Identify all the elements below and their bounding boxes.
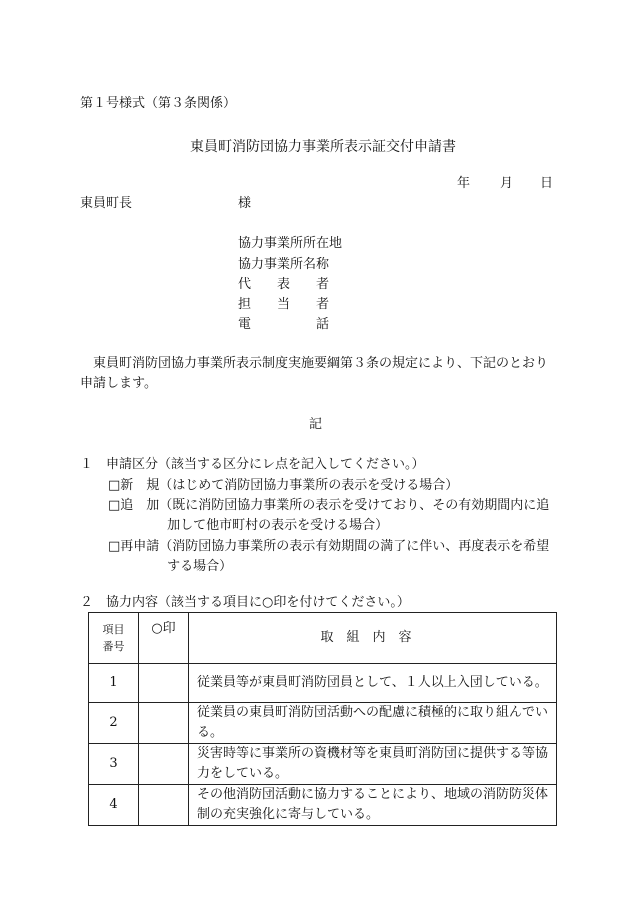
row-mark-cell[interactable]: [139, 785, 189, 826]
option-add-label: □追 加: [108, 498, 160, 513]
date-year: 年: [457, 176, 471, 191]
row-description: その他消防団活動に協力することにより、地域の消防防災体制の充実強化に寄与している。: [189, 785, 557, 826]
option-new-label: □新 規: [108, 478, 160, 493]
option-add-text: （既に消防団協力事業所の表示を受けており、その有効期間内に追加して他市町村の表示を受ける場合）: [159, 498, 550, 533]
header-item-number-line2: 番号: [102, 640, 125, 653]
row-description: 従業員の東員町消防団活動への配慮に積極的に取り組んでいる。: [189, 703, 557, 744]
row-number: 2: [89, 703, 139, 744]
addressee-honorific: 様: [238, 196, 252, 211]
ki-marker: 記: [309, 417, 323, 432]
header-description: 取組内容: [189, 613, 557, 664]
row-number: 1: [89, 664, 139, 703]
row-number: 4: [89, 785, 139, 826]
header-mark: ○印: [139, 613, 189, 664]
table-row: [89, 744, 557, 785]
field-company-name: 協力事業所名称: [238, 257, 330, 272]
table-header-row: [89, 613, 557, 664]
form-label: 第１号様式（第３条関係）: [80, 96, 237, 111]
option-add: [108, 496, 558, 536]
field-address: 協力事業所所在地: [238, 236, 343, 251]
row-mark-cell[interactable]: [139, 664, 189, 703]
cooperation-table: [88, 612, 557, 826]
body-paragraph: 東員町消防団協力事業所表示制度実施要綱第３条の規定により、下記のとおり申請します。: [80, 356, 549, 391]
field-phone: 電 話: [238, 317, 330, 332]
option-reapply-text: （消防団協力事業所の表示有効期間の満了に伴い、再度表示を希望する場合）: [159, 539, 550, 574]
table-row: [89, 785, 557, 826]
header-item-number-line1: 項目: [102, 623, 125, 636]
table-row: [89, 664, 557, 703]
section2-heading: ２ 協力内容（該当する項目に○印を付けてください。）: [80, 595, 410, 610]
option-reapply: [108, 537, 558, 577]
option-new-text: （はじめて消防団協力事業所の表示を受ける場合）: [159, 478, 459, 493]
row-mark-cell[interactable]: [139, 703, 189, 744]
field-contact-person: 担 当 者: [238, 297, 330, 312]
row-number: 3: [89, 744, 139, 785]
date-day: 日: [540, 176, 554, 191]
option-reapply-label: □再申請: [108, 539, 160, 554]
field-representative: 代 表 者: [238, 277, 330, 292]
header-item-number: [89, 613, 139, 664]
row-description: 災害時等に事業所の資機材等を東員町消防団に提供する等協力をしている。: [189, 744, 557, 785]
row-description: 従業員等が東員町消防団員として、１人以上入団している。: [189, 664, 557, 703]
row-mark-cell[interactable]: [139, 744, 189, 785]
section1-heading: １ 申請区分（該当する区分にレ点を記入してください。）: [80, 457, 425, 472]
document-title: 東員町消防団協力事業所表示証交付申請書: [190, 139, 456, 155]
date-month: 月: [500, 176, 514, 191]
option-new: [108, 476, 558, 496]
addressee-name: 東員町長: [80, 196, 133, 211]
table-row: [89, 703, 557, 744]
